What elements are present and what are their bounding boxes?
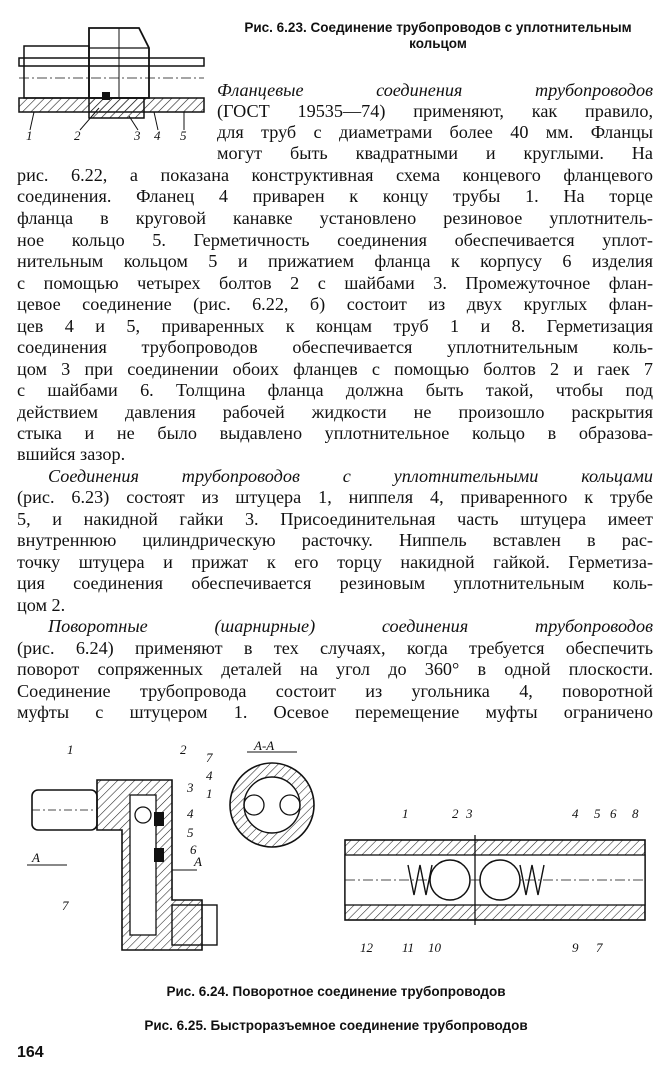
text-line-19: Соединения трубопроводов с уплотнительными кольцами — [48, 466, 653, 486]
fig625-label-9: 9 — [572, 940, 579, 955]
fig624-section-label-4: 4 — [206, 768, 213, 783]
text-line-6: соединения. Фланец 4 приварен к концу трубы 1. На торце — [17, 186, 653, 206]
figure-6-23-drawing — [14, 18, 214, 143]
text-line-29: Соединение трубопровода состоит из угольника 4, поворотной — [17, 681, 653, 701]
text-line-27: (рис. 6.24) применяют в тех случаях, когда требуется обеспечить — [17, 638, 653, 658]
text-line-8: ное кольцо 5. Герметичность соединения обеспечивается уплот- — [17, 230, 653, 250]
text-line-20: (рис. 6.23) состоят из штуцера 1, ниппеля 4, приваренного к трубе — [17, 487, 653, 507]
fig625-label-6: 6 — [610, 806, 617, 821]
text-line-11: цевое соединение (рис. 6.22, б) состоит из двух круглых флан- — [17, 294, 653, 314]
text-line-15: с шайбами 6. Толщина фланца должна быть такой, чтобы под — [17, 380, 653, 400]
text-line-21: 5, и накидной гайки 3. Присоединительная часть штуцера имеет — [17, 509, 653, 529]
figure-6-25-caption: Рис. 6.25. Быстроразъемное соединение трубопроводов — [144, 1018, 528, 1033]
figure-6-23-caption-line1: Рис. 6.23. Соединение трубопроводов с уплотнительным — [244, 20, 632, 35]
text-line-17: стыка и не было выдавлено уплотнительное кольцо в образова- — [17, 423, 653, 443]
text-line-4: могут быть квадратными и круглыми. На — [217, 143, 653, 163]
text-line-12: цев 4 и 5, приваренных к концам труб 1 и 8. Герметизация — [17, 316, 653, 336]
figure-6-24-drawing — [22, 740, 332, 970]
fig625-label-4: 4 — [572, 806, 579, 821]
fig624-label-1: 1 — [67, 742, 74, 757]
fig624-label-5: 5 — [187, 825, 194, 840]
text-line-10: с помощью четырех болтов 2 с шайбами 3. Промежуточное флан- — [17, 273, 653, 293]
fig624-section-mark-right: А — [194, 854, 202, 869]
text-line-13: соединения трубопроводов обеспечивается уплотнительным коль- — [17, 337, 653, 357]
text-line-5: рис. 6.22, а показана конструктивная схема концевого фланцевого — [17, 165, 653, 185]
figure-6-23-caption — [218, 20, 658, 52]
text-line-23: точку штуцера и прижат к его торцу накидной гайкой. Герметиза- — [17, 552, 653, 572]
fig625-label-8: 8 — [632, 806, 639, 821]
text-line-22: внутреннюю цилиндрическую расточку. Ниппель вставлен в рас- — [17, 530, 653, 550]
figure-6-25-drawing — [340, 800, 660, 960]
fig625-label-11: 11 — [402, 940, 415, 955]
fig623-label-4: 4 — [154, 128, 161, 143]
text-line-3: для труб с диаметрами более 40 мм. Фланцы — [217, 122, 653, 142]
fig623-label-5: 5 — [180, 128, 187, 143]
figure-6-23-caption-line2: кольцом — [409, 36, 467, 51]
text-line-25: цом 2. — [17, 595, 66, 615]
fig624-label-4: 4 — [187, 806, 194, 821]
fig624-section-label-7: 7 — [206, 750, 213, 765]
fig624-section-title: А-А — [254, 740, 275, 753]
fig625-label-1: 1 — [402, 806, 409, 821]
fig624-section-mark-left: А — [32, 850, 40, 865]
text-line-1: Фланцевые соединения трубопроводов — [217, 80, 653, 100]
text-line-9: нительным кольцом 5 и прижатием фланца к корпусу 6 изделия — [17, 251, 653, 271]
text-line-7: фланца в круговой канавке установлено резиновое уплотнитель- — [17, 208, 653, 228]
text-line-14: цом 3 при соединении обоих фланцев с помощью болтов 2 и гаек 7 — [17, 359, 653, 379]
fig624-section-label-1: 1 — [206, 786, 213, 801]
text-line-26: Поворотные (шарнирные) соединения трубопроводов — [48, 616, 653, 636]
text-line-30: муфты с штуцером 1. Осевое перемещение муфты ограничено — [17, 702, 653, 722]
fig624-label-3: 3 — [187, 780, 194, 795]
page-number: 164 — [17, 1044, 44, 1061]
fig625-label-5: 5 — [594, 806, 601, 821]
fig623-label-1: 1 — [26, 128, 33, 143]
fig624-label-6: 6 — [190, 842, 197, 857]
fig624-label-7: 7 — [62, 898, 69, 913]
fig625-label-2: 2 — [452, 806, 459, 821]
fig625-label-3: 3 — [466, 806, 473, 821]
fig623-label-3: 3 — [134, 128, 141, 143]
text-line-18: вшийся зазор. — [17, 444, 126, 464]
text-line-16: действием давления рабочей жидкости не произошло раскрытия — [17, 402, 653, 422]
text-line-2: (ГОСТ 19535—74) применяют, как правило, — [217, 101, 653, 121]
figure-6-24-caption: Рис. 6.24. Поворотное соединение трубопроводов — [166, 984, 506, 999]
fig624-label-2: 2 — [180, 742, 187, 757]
fig623-label-2: 2 — [74, 128, 81, 143]
fig625-label-7: 7 — [596, 940, 603, 955]
text-line-28: поворот сопряженных деталей на угол до 360° в одной плоскости. — [17, 659, 653, 679]
fig625-label-12: 12 — [360, 940, 373, 955]
fig625-label-10: 10 — [428, 940, 441, 955]
text-line-24: ция соединения обеспечивается резиновым уплотнительным коль- — [17, 573, 653, 593]
